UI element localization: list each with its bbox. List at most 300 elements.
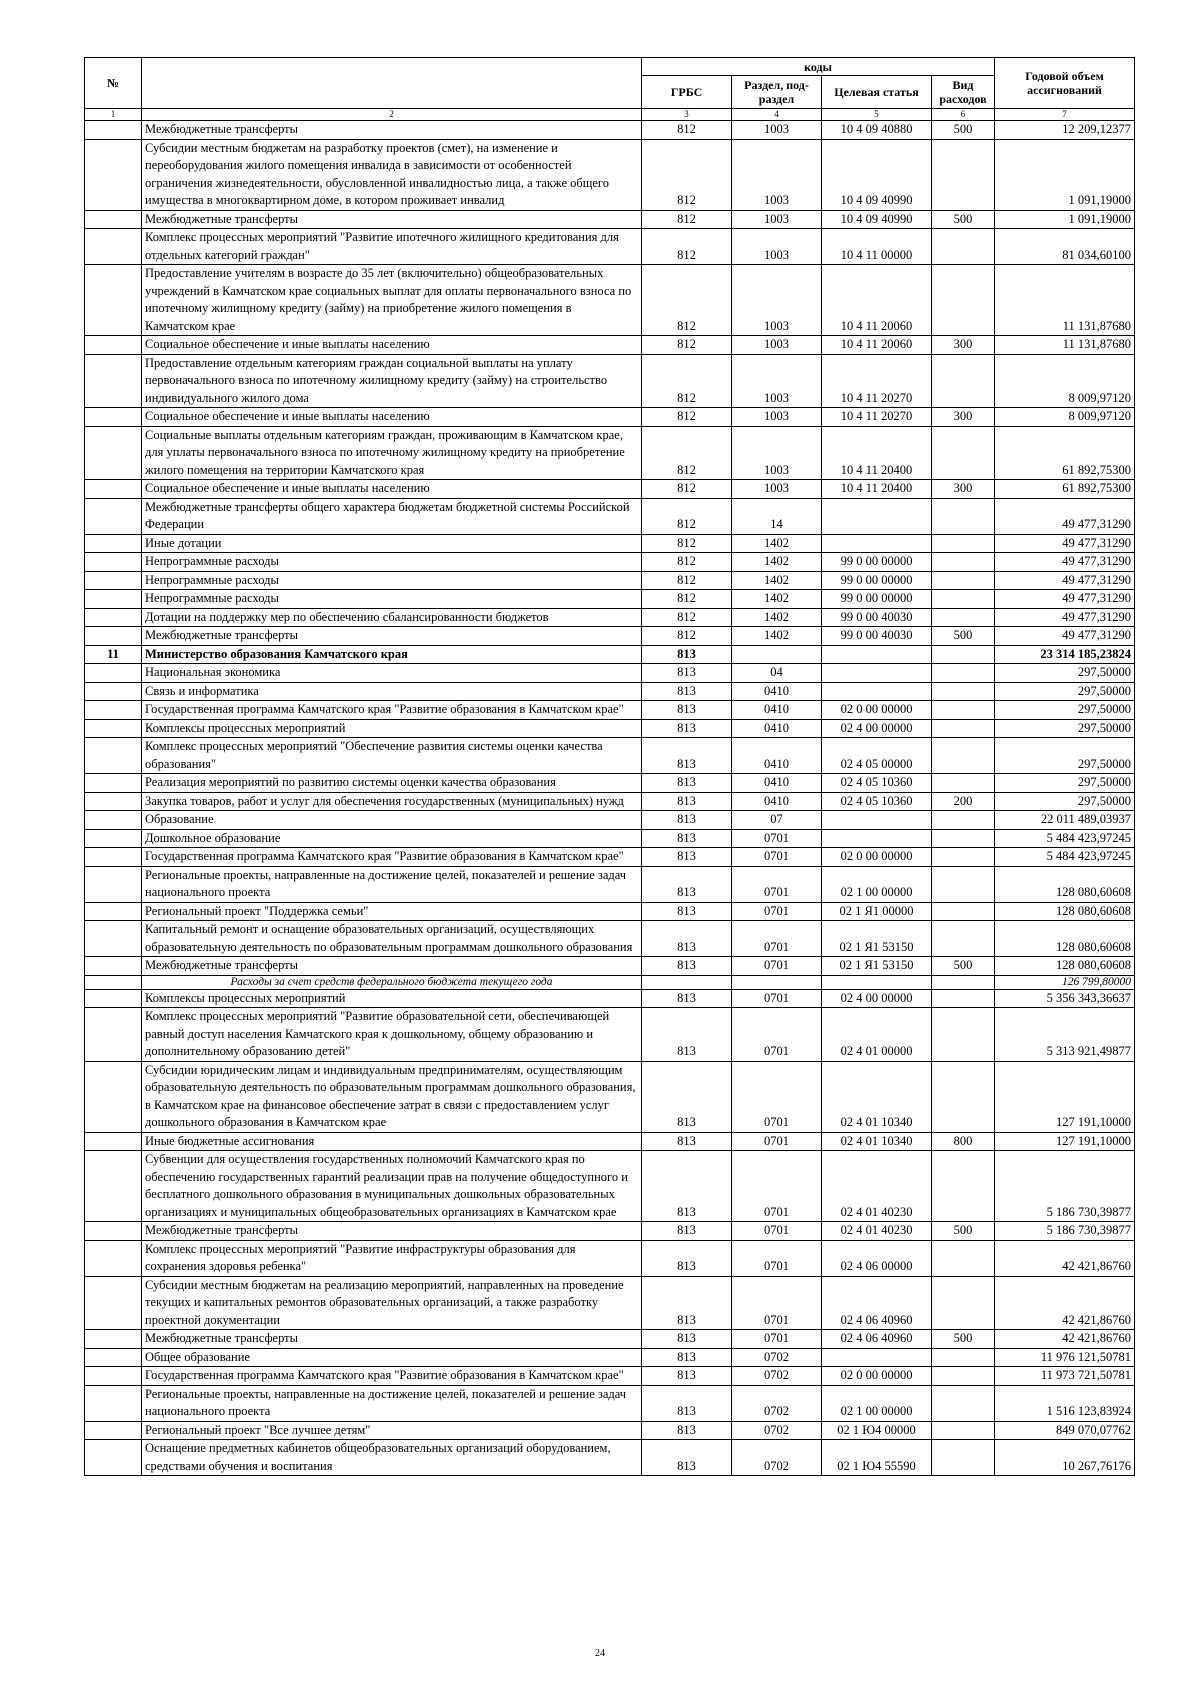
row-number (85, 1222, 142, 1241)
row-name: Предоставление отдельным категориям граждан социальной выплаты на уплату первоначального взноса по ипотечному жилищному кредиту (займу) на строительство индивидуального жилого дома (142, 354, 642, 408)
row-kind (932, 1348, 995, 1367)
row-kind (932, 701, 995, 720)
row-name: Межбюджетные трансферты (142, 210, 642, 229)
row-name: Государственная программа Камчатского края "Развитие образования в Камчатском крае" (142, 701, 642, 720)
row-name: Социальное обеспечение и иные выплаты населению (142, 408, 642, 427)
row-sum: 61 892,75300 (995, 426, 1135, 480)
row-grbs: 812 (642, 229, 732, 265)
table-row (85, 1348, 1135, 1367)
row-number (85, 682, 142, 701)
row-name: Региональный проект "Поддержка семьи" (142, 902, 642, 921)
row-grbs: 812 (642, 139, 732, 210)
row-number (85, 210, 142, 229)
row-kind: 800 (932, 1132, 995, 1151)
row-section: 1003 (732, 229, 822, 265)
row-kind: 500 (932, 627, 995, 646)
row-target: 10 4 09 40990 (822, 139, 932, 210)
row-number (85, 480, 142, 499)
row-sum: 126 799,80000 (995, 975, 1135, 989)
row-kind: 500 (932, 121, 995, 140)
row-section: 1003 (732, 408, 822, 427)
row-section: 0701 (732, 1222, 822, 1241)
table-row (85, 1385, 1135, 1421)
row-kind: 500 (932, 1222, 995, 1241)
row-kind (932, 682, 995, 701)
row-name: Социальное обеспечение и иные выплаты населению (142, 480, 642, 499)
row-section: 0701 (732, 1151, 822, 1222)
row-kind (932, 902, 995, 921)
row-target: 99 0 00 00000 (822, 571, 932, 590)
row-target: 02 4 06 40960 (822, 1330, 932, 1349)
row-name: Непрограммные расходы (142, 571, 642, 590)
column-number-row (85, 109, 1135, 121)
header-target: Целевая статья (822, 76, 932, 109)
row-target: 02 4 01 00000 (822, 1008, 932, 1062)
row-section: 0701 (732, 848, 822, 867)
row-grbs: 813 (642, 1440, 732, 1476)
row-number (85, 921, 142, 957)
row-sum: 1 091,19000 (995, 210, 1135, 229)
row-number (85, 975, 142, 989)
row-name: Предоставление учителям в возрасте до 35 лет (включительно) общеобразовательных учреждений в Камчатском крае социальных выплат для оплаты первоначального взноса по ипотечному жилищному кредиту (займу) на приобретение жилого помещения в Камчатском крае (142, 265, 642, 336)
row-name: Непрограммные расходы (142, 590, 642, 609)
row-name: Образование (142, 811, 642, 830)
table-row (85, 1222, 1135, 1241)
row-number (85, 336, 142, 355)
row-kind (932, 139, 995, 210)
row-section: 1402 (732, 571, 822, 590)
row-number (85, 265, 142, 336)
row-section: 0410 (732, 792, 822, 811)
row-section: 0701 (732, 1132, 822, 1151)
table-row (85, 645, 1135, 664)
row-sum: 128 080,60608 (995, 957, 1135, 976)
row-target: 02 4 01 10340 (822, 1132, 932, 1151)
row-grbs: 812 (642, 571, 732, 590)
row-target (822, 682, 932, 701)
row-section: 0701 (732, 866, 822, 902)
row-section (732, 975, 822, 989)
row-kind (932, 1421, 995, 1440)
row-grbs: 813 (642, 1240, 732, 1276)
row-sum: 5 186 730,39877 (995, 1222, 1135, 1241)
row-grbs: 813 (642, 774, 732, 793)
row-sum: 297,50000 (995, 682, 1135, 701)
row-target: 02 0 00 00000 (822, 1367, 932, 1386)
row-section: 1003 (732, 265, 822, 336)
row-section: 0701 (732, 1061, 822, 1132)
row-sum: 8 009,97120 (995, 354, 1135, 408)
table-row (85, 480, 1135, 499)
row-target: 02 0 00 00000 (822, 848, 932, 867)
row-number (85, 354, 142, 408)
row-name: Комплекс процессных мероприятий "Развитие инфраструктуры образования для сохранения здоровья ребенка" (142, 1240, 642, 1276)
row-number (85, 866, 142, 902)
row-target: 10 4 11 20060 (822, 265, 932, 336)
row-grbs: 813 (642, 1330, 732, 1349)
row-kind (932, 738, 995, 774)
row-target: 02 4 05 00000 (822, 738, 932, 774)
table-row (85, 738, 1135, 774)
row-number (85, 608, 142, 627)
table-row (85, 1008, 1135, 1062)
row-sum: 12 209,12377 (995, 121, 1135, 140)
page-number: 24 (595, 1648, 605, 1659)
table-row (85, 229, 1135, 265)
row-section: 0701 (732, 921, 822, 957)
row-sum: 11 973 721,50781 (995, 1367, 1135, 1386)
row-target: 99 0 00 00000 (822, 590, 932, 609)
row-sum: 127 191,10000 (995, 1132, 1135, 1151)
row-target (822, 645, 932, 664)
row-grbs: 813 (642, 1061, 732, 1132)
row-target: 02 4 06 00000 (822, 1240, 932, 1276)
row-grbs: 812 (642, 590, 732, 609)
table-row (85, 1132, 1135, 1151)
row-number (85, 121, 142, 140)
row-section: 1003 (732, 210, 822, 229)
row-section: 1402 (732, 553, 822, 572)
row-kind (932, 1061, 995, 1132)
row-target: 02 4 00 00000 (822, 719, 932, 738)
row-section: 1003 (732, 354, 822, 408)
row-name: Комплекс процессных мероприятий "Обеспечение развития системы оценки качества образования" (142, 738, 642, 774)
row-number (85, 1421, 142, 1440)
row-grbs: 813 (642, 738, 732, 774)
row-sum: 49 477,31290 (995, 627, 1135, 646)
row-sum: 81 034,60100 (995, 229, 1135, 265)
row-number (85, 408, 142, 427)
row-name: Комплекс процессных мероприятий "Развитие образовательной сети, обеспечивающей равный доступ населения Камчатского края к дошкольному, общему образованию и дополнительному образованию детей" (142, 1008, 642, 1062)
row-number (85, 902, 142, 921)
row-grbs: 812 (642, 210, 732, 229)
row-name: Расходы за счет средств федерального бюджета текущего года (142, 975, 642, 989)
table-row (85, 719, 1135, 738)
row-number (85, 1330, 142, 1349)
table-row (85, 792, 1135, 811)
row-sum: 23 314 185,23824 (995, 645, 1135, 664)
row-kind (932, 571, 995, 590)
row-grbs: 813 (642, 811, 732, 830)
row-number (85, 1132, 142, 1151)
row-kind (932, 975, 995, 989)
row-name: Иные бюджетные ассигнования (142, 1132, 642, 1151)
row-sum: 5 313 921,49877 (995, 1008, 1135, 1062)
row-section: 1003 (732, 139, 822, 210)
table-row (85, 354, 1135, 408)
header-section: Раздел, под-раздел (732, 76, 822, 109)
row-sum: 49 477,31290 (995, 534, 1135, 553)
row-kind (932, 1276, 995, 1330)
row-sum: 297,50000 (995, 738, 1135, 774)
row-sum: 128 080,60608 (995, 902, 1135, 921)
row-grbs: 812 (642, 336, 732, 355)
row-name: Комплексы процессных мероприятий (142, 719, 642, 738)
row-grbs: 813 (642, 645, 732, 664)
row-kind (932, 1385, 995, 1421)
row-section (732, 645, 822, 664)
row-sum: 1 091,19000 (995, 139, 1135, 210)
row-sum: 10 267,76176 (995, 1440, 1135, 1476)
row-number (85, 719, 142, 738)
header-grbs: ГРБС (642, 76, 732, 109)
row-grbs (642, 975, 732, 989)
row-grbs: 813 (642, 848, 732, 867)
row-name: Межбюджетные трансферты (142, 1330, 642, 1349)
row-section: 0701 (732, 1008, 822, 1062)
row-sum: 22 011 489,03937 (995, 811, 1135, 830)
row-section: 1003 (732, 121, 822, 140)
row-section: 1402 (732, 627, 822, 646)
row-section: 0702 (732, 1367, 822, 1386)
row-name: Закупка товаров, работ и услуг для обеспечения государственных (муниципальных) нужд (142, 792, 642, 811)
table-row (85, 989, 1135, 1008)
row-sum: 11 976 121,50781 (995, 1348, 1135, 1367)
table-row (85, 902, 1135, 921)
row-kind (932, 848, 995, 867)
row-kind (932, 774, 995, 793)
row-target: 02 1 Я1 00000 (822, 902, 932, 921)
row-sum: 42 421,86760 (995, 1240, 1135, 1276)
row-name: Региональные проекты, направленные на достижение целей, показателей и решение задач национального проекта (142, 1385, 642, 1421)
row-grbs: 812 (642, 498, 732, 534)
table-row (85, 210, 1135, 229)
header-kind: Вид расходов (932, 76, 995, 109)
table-row (85, 498, 1135, 534)
row-name: Межбюджетные трансферты (142, 627, 642, 646)
table-row (85, 336, 1135, 355)
row-number: 11 (85, 645, 142, 664)
table-row (85, 975, 1135, 989)
row-sum: 49 477,31290 (995, 553, 1135, 572)
row-sum: 297,50000 (995, 719, 1135, 738)
row-section: 1003 (732, 480, 822, 499)
table-row (85, 1367, 1135, 1386)
column-number: 3 (642, 109, 732, 121)
row-target: 10 4 11 20400 (822, 426, 932, 480)
row-number (85, 664, 142, 683)
row-grbs: 813 (642, 1421, 732, 1440)
row-grbs: 812 (642, 534, 732, 553)
row-target: 10 4 11 20400 (822, 480, 932, 499)
table-row (85, 1330, 1135, 1349)
row-grbs: 812 (642, 480, 732, 499)
row-name: Капитальный ремонт и оснащение образовательных организаций, осуществляющих образовательную деятельность по образовательным программам дошкольного образования (142, 921, 642, 957)
row-kind: 300 (932, 408, 995, 427)
row-kind (932, 498, 995, 534)
table-row (85, 682, 1135, 701)
row-target: 10 4 11 20270 (822, 354, 932, 408)
row-name: Дошкольное образование (142, 829, 642, 848)
column-number: 7 (995, 109, 1135, 121)
row-sum: 127 191,10000 (995, 1061, 1135, 1132)
row-target (822, 811, 932, 830)
row-target: 99 0 00 00000 (822, 553, 932, 572)
row-target (822, 829, 932, 848)
row-section: 0410 (732, 738, 822, 774)
row-section: 1003 (732, 336, 822, 355)
row-number (85, 139, 142, 210)
row-kind (932, 354, 995, 408)
row-name: Государственная программа Камчатского края "Развитие образования в Камчатском крае" (142, 848, 642, 867)
row-target: 02 1 Я1 53150 (822, 921, 932, 957)
row-kind (932, 811, 995, 830)
row-grbs: 812 (642, 608, 732, 627)
row-target (822, 1348, 932, 1367)
table-row (85, 921, 1135, 957)
row-number (85, 1440, 142, 1476)
table-row (85, 848, 1135, 867)
row-kind: 500 (932, 210, 995, 229)
row-grbs: 813 (642, 1276, 732, 1330)
row-target (822, 975, 932, 989)
row-sum: 297,50000 (995, 792, 1135, 811)
row-target: 10 4 11 00000 (822, 229, 932, 265)
row-name: Комплексы процессных мероприятий (142, 989, 642, 1008)
row-section: 0702 (732, 1440, 822, 1476)
row-number (85, 1240, 142, 1276)
row-name: Государственная программа Камчатского края "Развитие образования в Камчатском крае" (142, 1367, 642, 1386)
row-section: 0701 (732, 902, 822, 921)
table-row (85, 1421, 1135, 1440)
budget-table (84, 57, 1135, 1476)
row-section: 0701 (732, 957, 822, 976)
row-grbs: 813 (642, 1132, 732, 1151)
row-sum: 11 131,87680 (995, 336, 1135, 355)
row-number (85, 571, 142, 590)
row-grbs: 812 (642, 627, 732, 646)
table-row (85, 1061, 1135, 1132)
row-target: 02 4 05 10360 (822, 774, 932, 793)
row-kind (932, 719, 995, 738)
row-grbs: 813 (642, 664, 732, 683)
header-annual: Годовой объем ассигнований (995, 58, 1135, 109)
row-number (85, 701, 142, 720)
row-target: 10 4 11 20060 (822, 336, 932, 355)
row-name: Субсидии юридическим лицам и индивидуальным предпринимателям, осуществляющим образовательную деятельность по образовательным программам дошкольного образования, в Камчатском крае на финансовое обеспечение затрат в связи с предоставлением услуг дошкольного образования в Камчатском крае (142, 1061, 642, 1132)
row-grbs: 812 (642, 553, 732, 572)
table-row (85, 774, 1135, 793)
row-kind: 500 (932, 1330, 995, 1349)
row-target: 02 4 01 10340 (822, 1061, 932, 1132)
row-target: 99 0 00 40030 (822, 608, 932, 627)
row-target: 02 4 01 40230 (822, 1151, 932, 1222)
table-row (85, 664, 1135, 683)
row-kind (932, 921, 995, 957)
row-grbs: 813 (642, 829, 732, 848)
row-number (85, 534, 142, 553)
row-number (85, 957, 142, 976)
row-number (85, 774, 142, 793)
row-sum: 42 421,86760 (995, 1276, 1135, 1330)
row-number (85, 426, 142, 480)
row-target: 02 4 01 40230 (822, 1222, 932, 1241)
row-target: 02 4 06 40960 (822, 1276, 932, 1330)
row-grbs: 813 (642, 701, 732, 720)
row-number (85, 498, 142, 534)
row-sum: 5 186 730,39877 (995, 1151, 1135, 1222)
column-number: 6 (932, 109, 995, 121)
table-body (85, 121, 1135, 1476)
row-name: Министерство образования Камчатского края (142, 645, 642, 664)
row-kind (932, 553, 995, 572)
row-section: 0410 (732, 682, 822, 701)
header-num: № (85, 58, 142, 109)
table-row (85, 866, 1135, 902)
row-number (85, 229, 142, 265)
table-row (85, 1276, 1135, 1330)
table-row (85, 426, 1135, 480)
row-kind (932, 590, 995, 609)
row-name: Национальная экономика (142, 664, 642, 683)
row-kind: 300 (932, 480, 995, 499)
row-sum: 297,50000 (995, 664, 1135, 683)
row-grbs: 812 (642, 426, 732, 480)
row-kind: 300 (932, 336, 995, 355)
row-sum: 11 131,87680 (995, 265, 1135, 336)
row-target: 02 0 00 00000 (822, 701, 932, 720)
row-sum: 5 484 423,97245 (995, 829, 1135, 848)
table-row (85, 139, 1135, 210)
row-name: Оснащение предметных кабинетов общеобразовательных организаций оборудованием, средствами обучения и воспитания (142, 1440, 642, 1476)
row-number (85, 627, 142, 646)
row-target: 02 1 Ю4 55590 (822, 1440, 932, 1476)
row-name: Межбюджетные трансферты общего характера бюджетам бюджетной системы Российской Федерации (142, 498, 642, 534)
row-grbs: 813 (642, 902, 732, 921)
table-row (85, 590, 1135, 609)
row-target: 02 1 00 00000 (822, 1385, 932, 1421)
row-number (85, 1008, 142, 1062)
column-number: 4 (732, 109, 822, 121)
table-row (85, 627, 1135, 646)
row-target: 10 4 11 20270 (822, 408, 932, 427)
row-grbs: 813 (642, 921, 732, 957)
row-kind (932, 1008, 995, 1062)
row-kind (932, 229, 995, 265)
row-kind (932, 645, 995, 664)
row-sum: 61 892,75300 (995, 480, 1135, 499)
row-section: 0702 (732, 1348, 822, 1367)
row-section: 1402 (732, 534, 822, 553)
row-name: Дотации на поддержку мер по обеспечению сбалансированности бюджетов (142, 608, 642, 627)
row-kind (932, 1440, 995, 1476)
row-grbs: 812 (642, 354, 732, 408)
table-row (85, 1151, 1135, 1222)
row-grbs: 812 (642, 408, 732, 427)
row-section: 0701 (732, 1240, 822, 1276)
row-sum: 8 009,97120 (995, 408, 1135, 427)
row-target (822, 534, 932, 553)
row-name: Комплекс процессных мероприятий "Развитие ипотечного жилищного кредитования для отдельных категорий граждан" (142, 229, 642, 265)
row-kind (932, 866, 995, 902)
row-sum: 1 516 123,83924 (995, 1385, 1135, 1421)
row-sum: 49 477,31290 (995, 571, 1135, 590)
row-grbs: 813 (642, 989, 732, 1008)
row-grbs: 813 (642, 1222, 732, 1241)
row-number (85, 1151, 142, 1222)
row-number (85, 1367, 142, 1386)
row-grbs: 813 (642, 866, 732, 902)
table-row (85, 957, 1135, 976)
row-name: Социальные выплаты отдельным категориям граждан, проживающим в Камчатском крае, для уплаты первоначального взноса по ипотечному жилищному кредиту на приобретение жилого помещения на территории Камчатского края (142, 426, 642, 480)
header-codes: коды (642, 58, 995, 76)
row-section: 04 (732, 664, 822, 683)
row-target: 02 4 05 10360 (822, 792, 932, 811)
row-number (85, 848, 142, 867)
row-section: 14 (732, 498, 822, 534)
table-row (85, 829, 1135, 848)
row-grbs: 813 (642, 1385, 732, 1421)
